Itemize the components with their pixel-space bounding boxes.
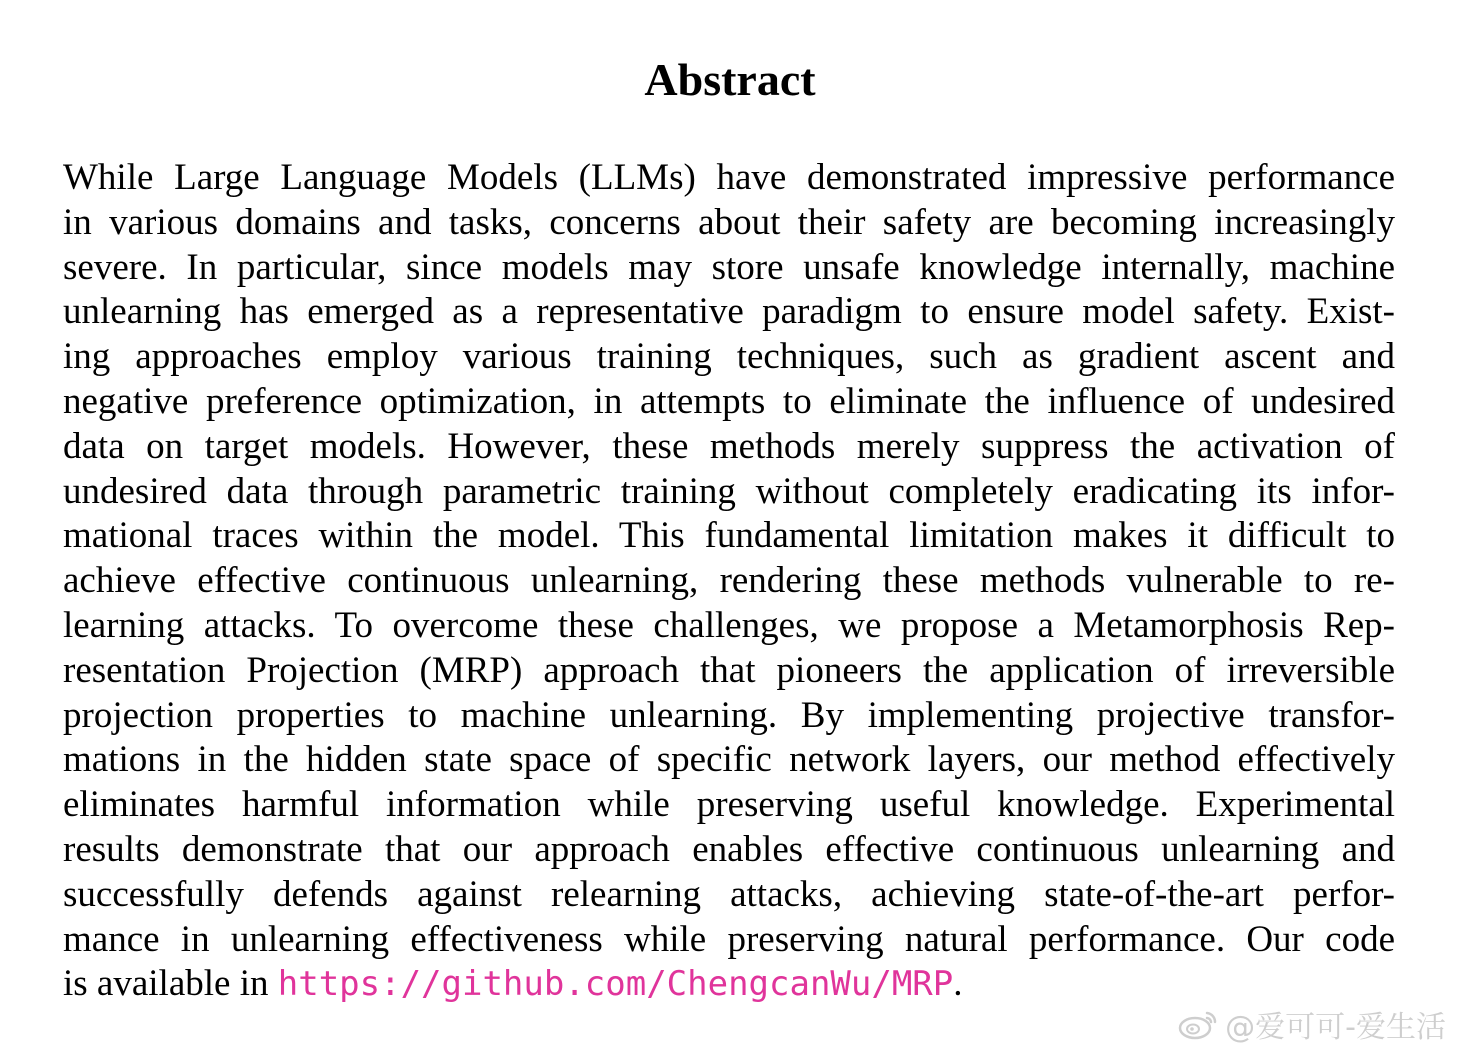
- abstract-line: in various domains and tasks, concerns about their safety are becoming increasingly: [63, 201, 1395, 243]
- abstract-body: [63, 156, 1395, 1007]
- abstract-line: data on target models. However, these methods merely suppress the activation of: [63, 425, 1395, 467]
- github-repo-link[interactable]: https://github.com/ChengcanWu/MRP: [277, 964, 954, 1005]
- abstract-line: results demonstrate that our approach enables effective continuous unlearning and: [63, 828, 1395, 870]
- abstract-line: eliminates harmful information while preserving useful knowledge. Experimental: [63, 784, 1395, 826]
- abstract-line: undesired data through parametric training without completely eradicating its infor-: [63, 470, 1395, 512]
- abstract-line: achieve effective continuous unlearning, rendering these methods vulnerable to re-: [63, 560, 1395, 602]
- abstract-line: resentation Projection (MRP) approach that pioneers the application of irreversible: [63, 649, 1395, 691]
- abstract-line: negative preference optimization, in attempts to eliminate the influence of undesired: [63, 380, 1395, 422]
- abstract-heading: Abstract: [644, 54, 816, 105]
- abstract-line: learning attacks. To overcome these challenges, we propose a Metamorphosis Rep-: [63, 604, 1395, 646]
- watermark-text: @爱可可-爱生活: [1225, 1010, 1446, 1045]
- abstract-line: mations in the hidden state space of specific network layers, our method effectively: [63, 739, 1395, 781]
- abstract-line: successfully defends against relearning attacks, achieving state-of-the-art perfor-: [63, 873, 1395, 915]
- code-availability-suffix: .: [953, 963, 963, 1005]
- abstract-line: mance in unlearning effectiveness while preserving natural performance. Our code: [63, 918, 1395, 960]
- abstract-line: unlearning has emerged as a representative paradigm to ensure model safety. Exist-: [63, 291, 1395, 333]
- abstract-line: While Large Language Models (LLMs) have demonstrated impressive performance: [63, 157, 1395, 198]
- code-availability-prefix: is available in: [63, 963, 278, 1005]
- abstract-line: mational traces within the model. This fundamental limitation makes it difficult to: [63, 515, 1395, 557]
- abstract-line: projection properties to machine unlearning. By implementing projective transfor-: [63, 694, 1395, 736]
- weibo-icon: [1177, 1007, 1219, 1041]
- abstract-line: severe. In particular, since models may store unsafe knowledge internally, machine: [63, 246, 1395, 288]
- watermark: [1177, 1000, 1446, 1048]
- abstract-line: ing approaches employ various training techniques, such as gradient ascent and: [63, 336, 1395, 378]
